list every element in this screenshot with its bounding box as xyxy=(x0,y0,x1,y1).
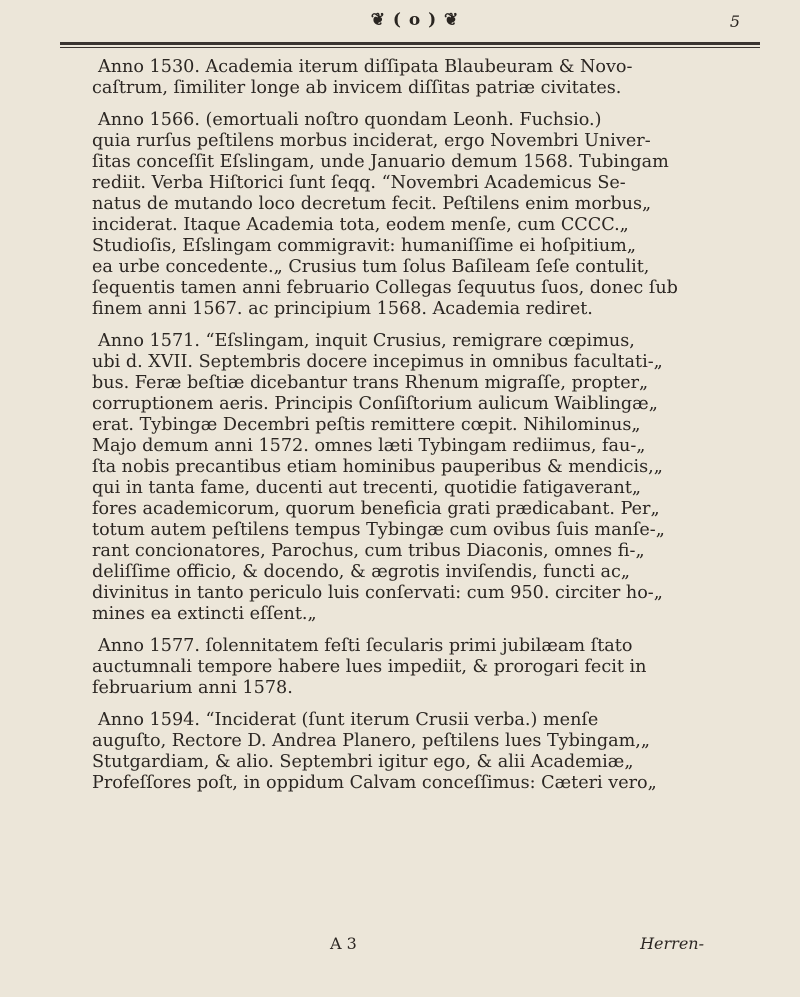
signature-mark: A 3 xyxy=(330,934,357,953)
text-line: Stutgardiam, & alio. Septembri igitur ego, & alii Academiæ„ xyxy=(92,752,634,772)
paragraph xyxy=(92,57,704,99)
text-line: Studioſis, Eſslingam commigravit: humaniſſime ei hoſpitium„ xyxy=(92,236,636,256)
text-line: rant concionatores, Parochus, cum tribus Diaconis, omnes fi-„ xyxy=(92,541,645,561)
text-line: mines ea extincti eſſent.„ xyxy=(92,604,317,624)
text-line: Majo demum anni 1572. omnes læti Tybingam rediimus, fau-„ xyxy=(92,436,646,456)
paragraph xyxy=(92,636,704,699)
header-rule xyxy=(60,42,760,48)
text-line: ea urbe concedente.„ Crusius tum ſolus Baſileam ſeſe contulit, xyxy=(92,257,650,277)
text-line: ubi d. XVII. Septembris docere incepimus in omnibus facultati-„ xyxy=(92,352,663,372)
text-line: auctumnali tempore habere lues impediit, & prorogari fecit in xyxy=(92,657,647,677)
paragraph xyxy=(92,710,704,794)
text-line: finem anni 1567. ac principium 1568. Academia rediret. xyxy=(92,299,593,319)
header-ornament: ❦ ( o ) ❦ xyxy=(370,10,460,30)
text-line: erat. Tybingæ Decembri peſtis remittere cœpit. Nihilominus„ xyxy=(92,415,641,435)
page-header xyxy=(0,10,800,34)
text-line: caſtrum, ſimiliter longe ab invicem diſſitas patriæ civitates. xyxy=(92,78,622,98)
text-line: ſequentis tamen anni februario Collegas ſequutus ſuos, donec ſub xyxy=(92,278,678,298)
text-line: ſitas conceſſit Eſslingam, unde Januario demum 1568. Tubingam xyxy=(92,152,669,172)
text-line: februarium anni 1578. xyxy=(92,678,293,698)
paragraph xyxy=(92,331,704,625)
text-line: deliſſime officio, & docendo, & ægrotis inviſendis, functi ac„ xyxy=(92,562,631,582)
paragraph xyxy=(92,110,704,320)
text-line: Anno 1594. “Inciderat (ſunt iterum Crusii verba.) menſe xyxy=(98,710,599,730)
text-line: quia rurſus peſtilens morbus inciderat, ergo Novembri Univer- xyxy=(92,131,651,151)
text-line: auguſto, Rectore D. Andrea Planero, peſtilens lues Tybingam,„ xyxy=(92,731,651,751)
catchword: Herren- xyxy=(640,934,704,953)
text-line: corruptionem aeris. Principis Conſiſtorium aulicum Waiblingæ„ xyxy=(92,394,658,414)
text-line: natus de mutando loco decretum fecit. Peſtilens enim morbus„ xyxy=(92,194,652,214)
text-line: Anno 1577. ſolennitatem feſti ſecularis primi jubilæam ſtato xyxy=(98,636,633,656)
text-line: totum autem peſtilens tempus Tybingæ cum ovibus ſuis manſe-„ xyxy=(92,520,665,540)
text-line: rediit. Verba Hiſtorici ſunt ſeqq. “Novembri Academicus Se- xyxy=(92,173,626,193)
text-line: Anno 1530. Academia iterum diſſipata Blaubeuram & Novo- xyxy=(98,57,633,77)
text-line: Anno 1571. “Eſslingam, inquit Crusius, remigrare cœpimus, xyxy=(98,331,635,351)
text-line: Profeſſores poſt, in oppidum Calvam conceſſimus: Cæteri vero„ xyxy=(92,773,657,793)
text-line: fores academicorum, quorum beneficia grati prædicabant. Per„ xyxy=(92,499,660,519)
text-line: ſta nobis precantibus etiam hominibus pauperibus & mendicis,„ xyxy=(92,457,663,477)
text-line: inciderat. Itaque Academia tota, eodem menſe, cum CCCC.„ xyxy=(92,215,629,235)
page-footer xyxy=(92,934,704,958)
text-line: bus. Feræ beſtiæ dicebantur trans Rhenum migraſſe, propter„ xyxy=(92,373,649,393)
text-line: Anno 1566. (emortuali noſtro quondam Leonh. Fuchsio.) xyxy=(98,110,602,130)
body-text xyxy=(92,57,704,805)
text-line: qui in tanta fame, ducenti aut trecenti, quotidie fatigaverant„ xyxy=(92,478,642,498)
text-line: divinitus in tanto periculo luis conſervati: cum 950. circiter ho-„ xyxy=(92,583,663,603)
page-number: 5 xyxy=(729,12,740,31)
